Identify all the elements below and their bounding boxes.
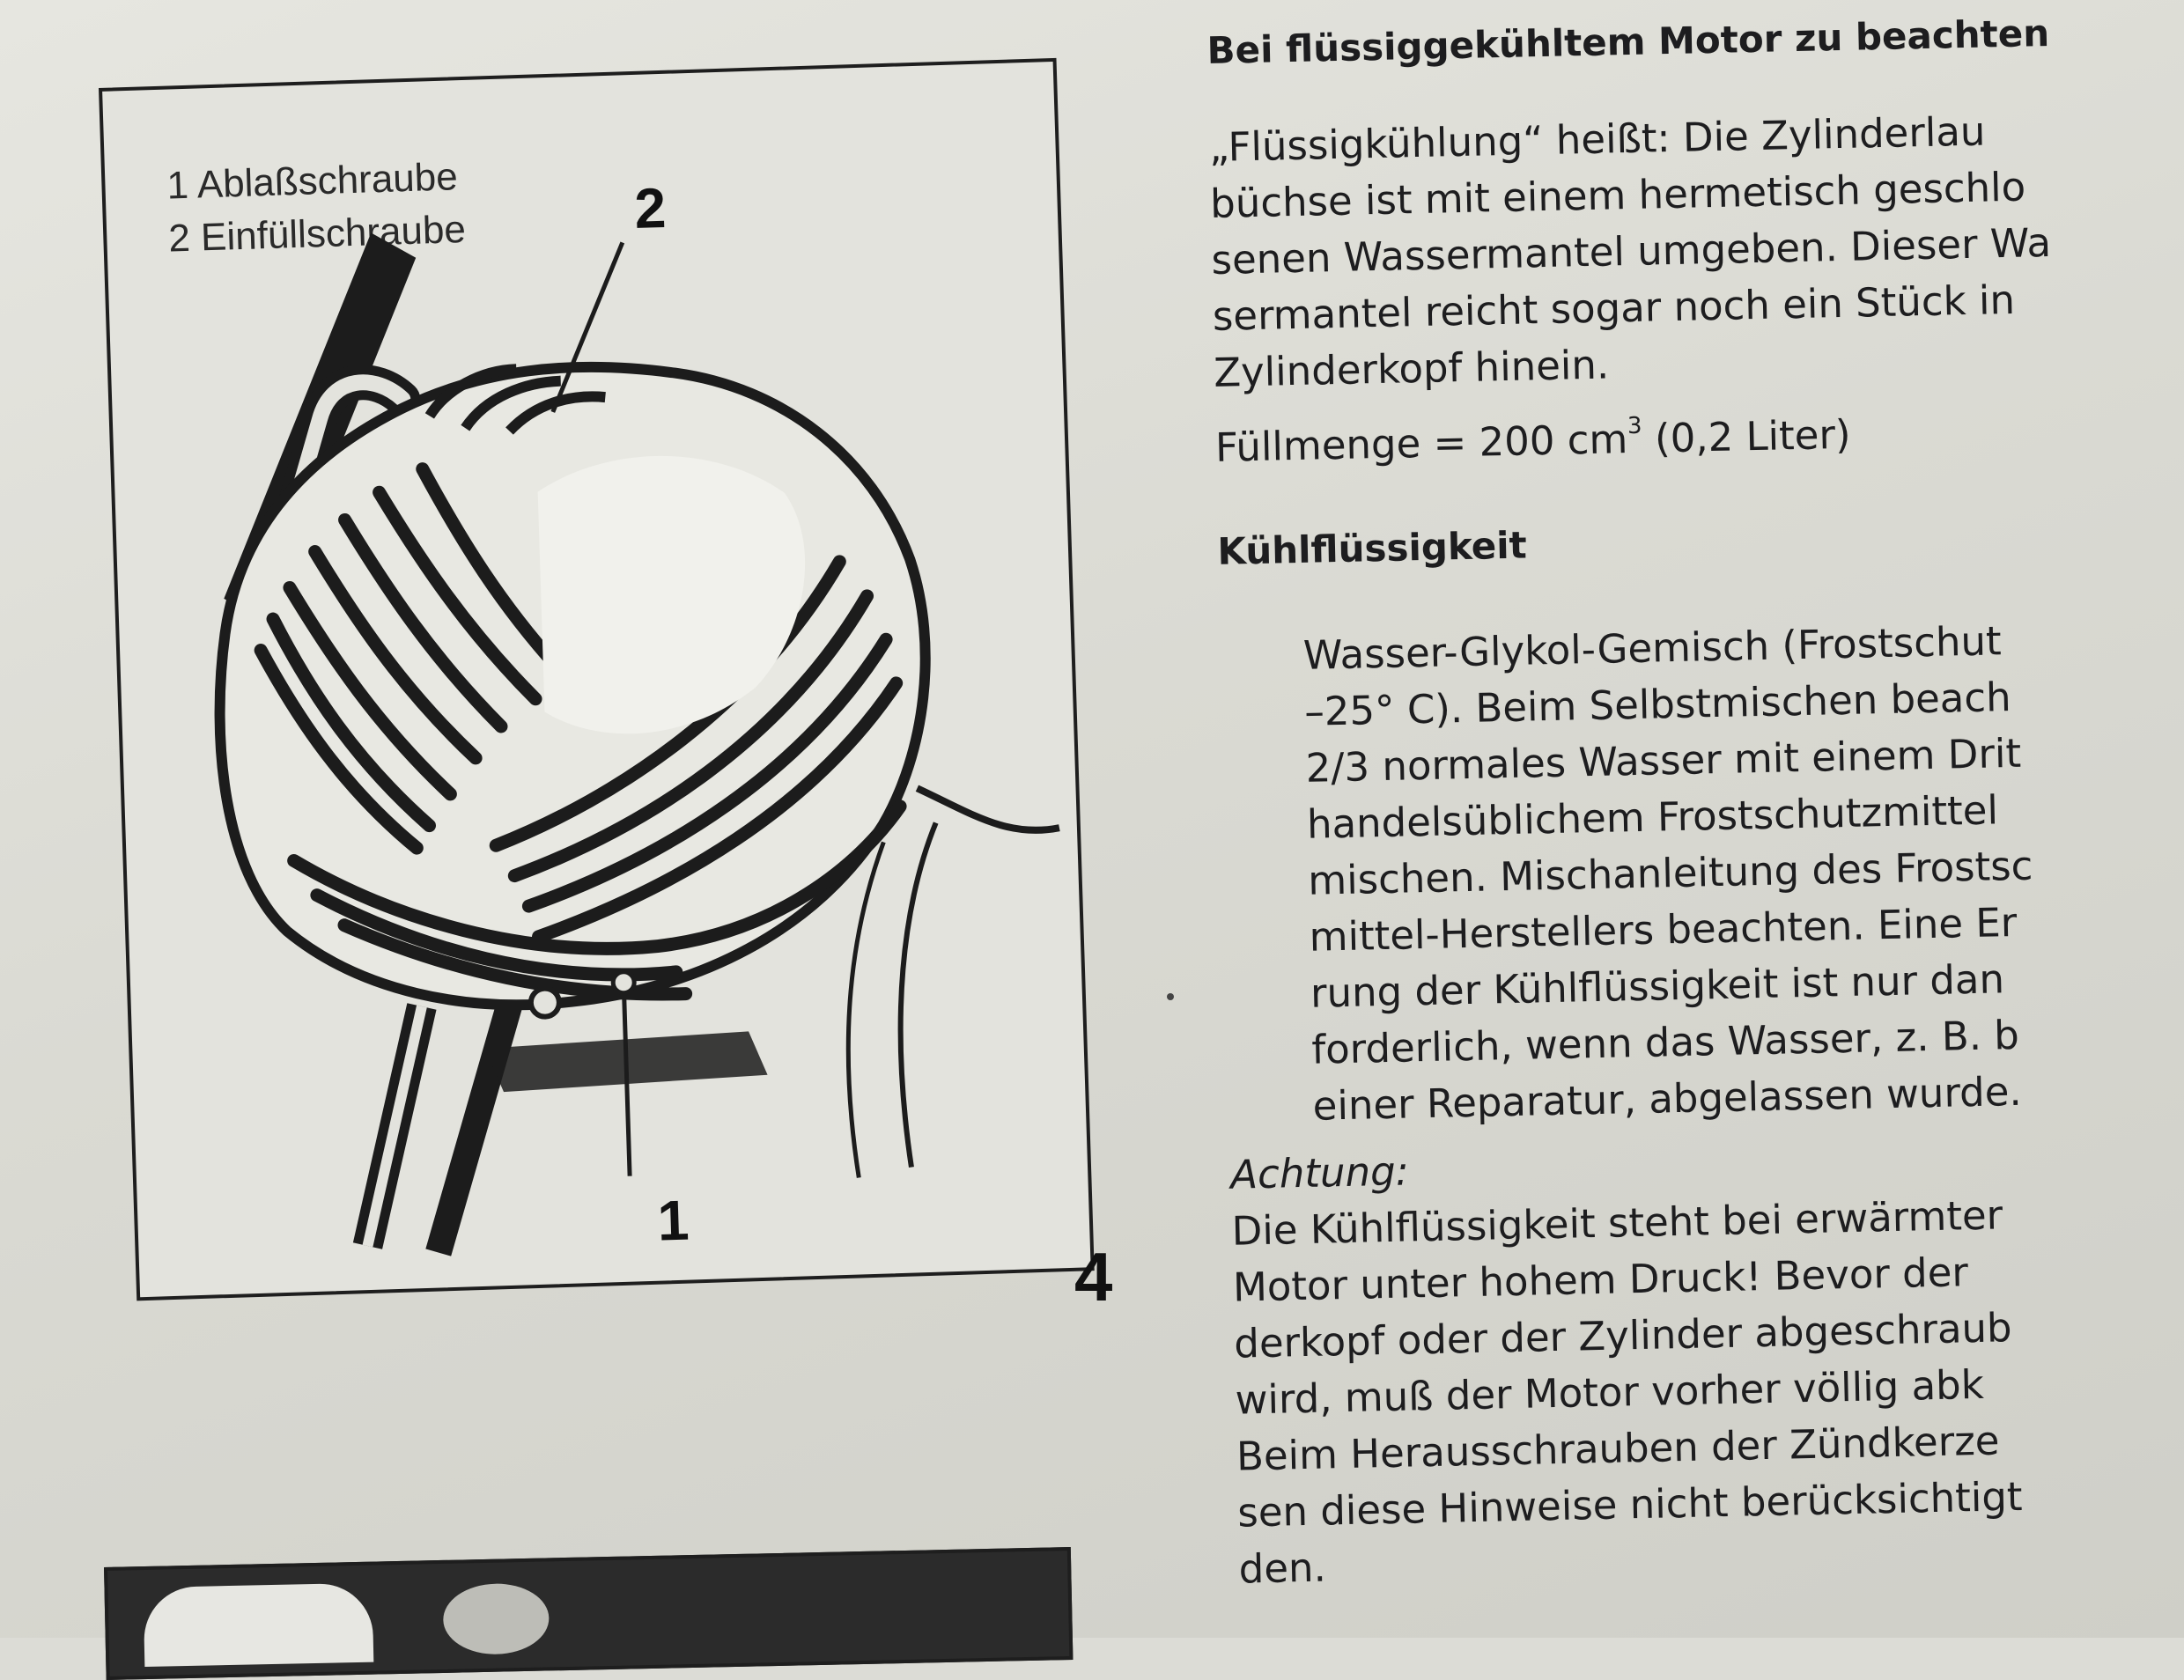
callout-filler-screw: 2 — [633, 175, 668, 240]
text-line: senen Wassermantel umgeben. Dieser Wa — [1211, 218, 2052, 284]
text-line: forderlich, wenn das Wasser, z. B. b — [1310, 1011, 2020, 1073]
heading-liquid-cooled-engine: Bei flüssiggekühltem Motor zu beachten — [1206, 11, 2050, 72]
legend-item-drain-screw: 1 Ablaßschraube — [166, 155, 459, 208]
legend-item-filler-screw: 2 Einfüllschraube — [167, 207, 467, 261]
engine-cylinder-head-drawing — [102, 62, 1090, 1297]
paragraph-liquid-cooling — [1208, 99, 2184, 402]
text-line: einer Reparatur, abgelassen wurde. — [1312, 1067, 2023, 1130]
fill-quantity-label: Füllmenge = 200 cm — [1214, 416, 1628, 471]
text-line: sermantel reicht sogar noch ein Stück in — [1212, 276, 2016, 340]
paragraph-caution — [1231, 1183, 2184, 1597]
text-line: Beim Herausschrauben der Zündkerze — [1236, 1417, 2000, 1480]
engine-illustration-figure — [99, 58, 1095, 1301]
text-line: büchse ist mit einem hermetisch geschlo — [1209, 163, 2026, 227]
figure-number: 4 — [1074, 1238, 1113, 1315]
text-line: –25° C). Beim Selbstmischen beach — [1303, 674, 2012, 735]
paper-speck — [1167, 993, 1174, 1000]
caution-label: Achtung: — [1229, 1147, 1410, 1198]
text-line: Motor unter hohem Druck! Bevor der — [1232, 1249, 1969, 1311]
fill-quantity-exponent: 3 — [1627, 412, 1642, 440]
text-line: 2/3 normales Wasser mit einem Drit — [1305, 729, 2022, 792]
second-figure-partial — [104, 1547, 1073, 1680]
text-line: derkopf oder der Zylinder abgeschraub — [1233, 1304, 2013, 1367]
text-line: rung der Kühlflüssigkeit ist nur dan — [1310, 955, 2005, 1017]
photo-highlight — [143, 1583, 373, 1667]
text-column — [1206, 6, 2184, 1598]
text-line: den. — [1238, 1544, 1327, 1593]
callout-drain-screw: 1 — [656, 1188, 690, 1253]
heading-coolant: Kühlflüssigkeit — [1216, 523, 1528, 573]
paragraph-coolant — [1219, 609, 2184, 1137]
text-line: Wasser-Glykol-Gemisch (Frostschut — [1302, 617, 2003, 679]
photo-highlight — [443, 1582, 550, 1654]
text-line: Die Kühlflüssigkeit steht bei erwärmter — [1231, 1191, 2003, 1255]
text-line: mischen. Mischanleitung des Frostsc — [1307, 842, 2033, 904]
fill-quantity-liters: (0,2 Liter) — [1642, 410, 1851, 462]
text-line: Zylinderkopf hinein. — [1213, 341, 1610, 396]
text-line: sen diese Hinweise nicht berücksichtigt — [1236, 1472, 2024, 1536]
text-line: mittel-Herstellers beachten. Eine Er — [1309, 898, 2018, 961]
text-line: wird, muß der Motor vorher völlig abk — [1235, 1360, 1985, 1424]
text-line: „Flüssigkühlung“ heißt: Die Zylinderlau — [1208, 107, 1986, 171]
text-line: handelsüblichem Frostschutzmittel — [1306, 786, 1999, 848]
